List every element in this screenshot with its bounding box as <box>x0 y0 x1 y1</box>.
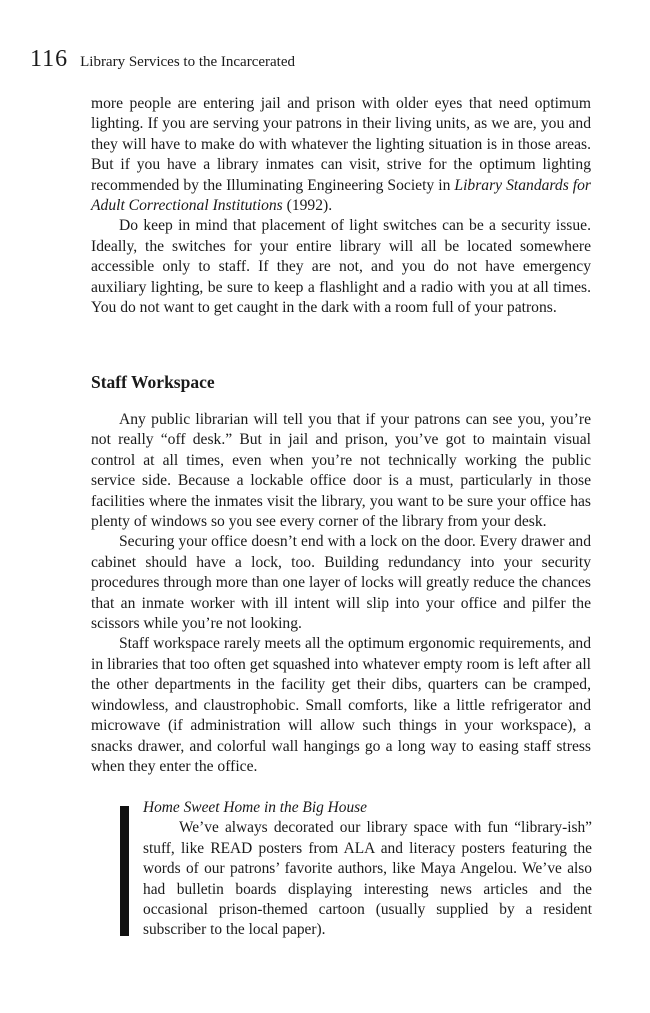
page-header <box>30 46 295 73</box>
sidebar-box <box>120 798 592 941</box>
paragraph-ergonomics: Staff workspace rarely meets all the optimum ergonomic requirements, and in libraries that too often get squashed into whatever empty room is left after all the other departments in the facility get their dibs, quarters can be cramped, windowless, and claustrophobic. Small comforts, like a little refrigerator and microwave (if administration will allow such things in your workspace), a snacks drawer, and colorful wall hangings go a long way to easing staff stress when they enter the office. <box>91 635 591 775</box>
sidebar-title: Home Sweet Home in the Big House <box>143 799 367 816</box>
sidebar-bar <box>120 806 129 936</box>
section-text <box>91 410 591 777</box>
cited-title: Library Standards for Adult Correctional Institutions <box>91 176 591 215</box>
paragraph-lighting: more people are entering jail and prison with older eyes that need optimum lighting. If you are serving your patrons in their living units, as we are, you and they will have to make do with whatever the lighting situation is in those areas. But if you have a library inmates can visit, strive for the optimum lighting recommended by the Illuminating Engineering Society in Library Standards for Adult Correctional Institutions (1992). <box>91 95 591 215</box>
intro-text <box>91 94 591 318</box>
sidebar-body: We’ve always decorated our library space with fun “library-ish” stuff, like READ posters from ALA and literacy posters featuring the words of our patrons’ favorite authors, like Maya Angelou. We’ve also had bulletin boards displaying interesting news articles and the occasional prison-themed cartoon (usually supplied by a resident subscriber to the local paper). <box>143 819 592 939</box>
paragraph-light-switches: Do keep in mind that placement of light switches can be a security issue. Ideally, the switches for your entire library will all be located somewhere accessible only to staff. If they are not, and you do not have emergency auxiliary lighting, be sure to keep a flashlight and a radio with you at all times. You do not want to get caught in the dark with a room full of your patrons. <box>91 217 591 317</box>
paragraph-visual-control: Any public librarian will tell you that if your patrons can see you, you’re not really “off desk.” But in jail and prison, you’ve got to maintain visual control at all times, even when you’re not technically working the public service side. Because a lockable office door is a must, particularly in those facilities where the inmates visit the library, you want to be sure your office has plenty of windows so you see every corner of the library from your desk. <box>91 411 591 531</box>
paragraph-securing-office: Securing your office doesn’t end with a lock on the door. Every drawer and cabinet should have a lock, too. Building redundancy into your security procedures through more than one layer of locks will greatly reduce the chances that an inmate worker with ill intent will slip into your office and pilfer the scissors while you’re not looking. <box>91 533 591 633</box>
page-number: 116 <box>30 46 69 72</box>
section-heading: Staff Workspace <box>91 372 215 392</box>
running-head: Library Services to the Incarcerated <box>80 54 295 70</box>
sidebar-text <box>143 798 592 941</box>
